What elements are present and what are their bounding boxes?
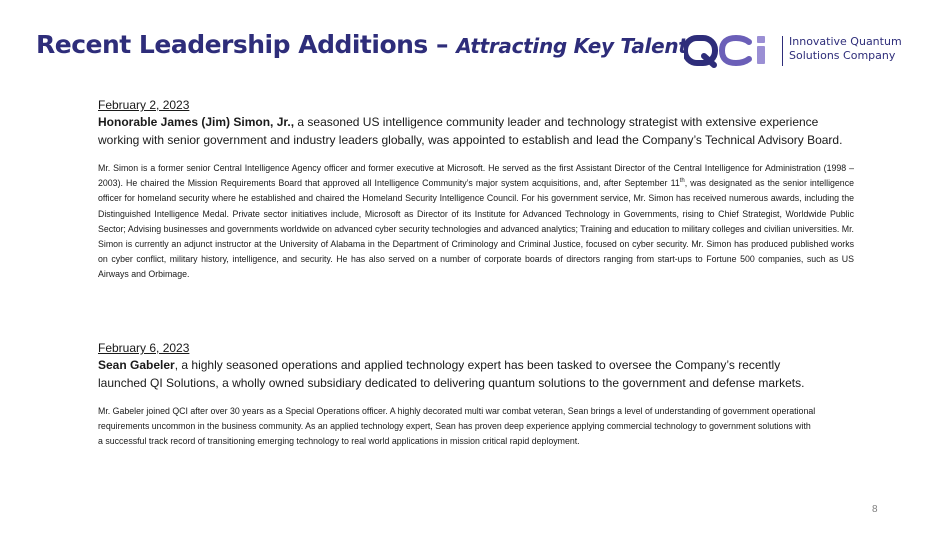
announcement-simon [98, 98, 854, 283]
summary-text: , a highly seasoned operations and applied technology expert has been tasked to oversee the Company’s recently launched QI Solutions, a wholly owned subsidiary dedicated to delivering quantum solutions to the government and defense markets. [98, 358, 805, 390]
logo-divider [782, 36, 783, 66]
detail-text-part1: Mr. Simon is a former senior Central Intelligence Agency officer and former executive at Microsoft. He served as the first Assistant Director of the Central Intelligence for Administration (1998 – 2003). He chaired the Mission Requirements Board that approved all Intelligence Community’s major system acquisitions, and, after September 11 [98, 163, 854, 189]
logo-tagline-line2: Solutions Company [789, 49, 896, 62]
company-logo [684, 34, 914, 70]
logo-tagline-line1: Innovative Quantum [789, 35, 902, 48]
page-title [36, 30, 688, 59]
announcement-gabeler [98, 341, 854, 450]
announcement-summary [98, 356, 818, 392]
summary-text: a seasoned US intelligence community leader and technology strategist with extensive experience working with senior government and industry leaders globally, was appointed to establish and lead the Company’s Technical Advisory Board. [98, 115, 843, 147]
qci-logo-icon [684, 34, 780, 68]
title-main: Recent Leadership Additions – [36, 30, 449, 59]
announcement-detail: Mr. Gabeler joined QCI after over 30 years as a Special Operations officer. A highly decorated multi war combat veteran, Sean brings a level of understanding of government operational requirements uncommon in the business community. As an applied technology expert, Sean has proven deep experience applying commercial technology to government solutions with a successful track record of transitioning emerging technology to real world applications in mission critical rapid deployment. [98, 406, 816, 447]
announcement-date: February 2, 2023 [98, 98, 190, 112]
logo-tagline [789, 35, 902, 63]
announcement-summary [98, 113, 850, 149]
detail-superscript: th [679, 178, 685, 185]
person-name: Sean Gabeler [98, 358, 175, 372]
title-subtitle: Attracting Key Talent [456, 34, 688, 58]
announcement-date: February 6, 2023 [98, 341, 190, 355]
page-number: 8 [872, 504, 878, 515]
detail-text-part2: , was designated as the senior intelligence officer for homeland security where he established and chaired the Homeland Security Intelligence Council. For his government service, Mr. Simon has received numerous awards, including the Distinguished Intelligence Medal. Private sector initiatives include, Microsoft as Director of its Institute for Advanced Technology in Governments, rising to Chief Strategist, Worldwide Public Sector; Advising businesses and governments worldwide on advanced cyber security technologies and advanced analytics; Training and education to military colleges and civilian universities. Mr. Simon is currently an adjunct instructor at the University of Alabama in the Department of Criminology and Criminal Justice, focused on cyber security. Mr. Simon has produced published works on cyber conflict, military history, intelligence, and security. He has also served on a number of corporate boards of directors ranging from start-ups to Fortune 500 companies, such as US Airways and Orbimage. [98, 178, 854, 280]
announcement-detail [98, 161, 854, 283]
person-name: Honorable James (Jim) Simon, Jr., [98, 115, 295, 129]
